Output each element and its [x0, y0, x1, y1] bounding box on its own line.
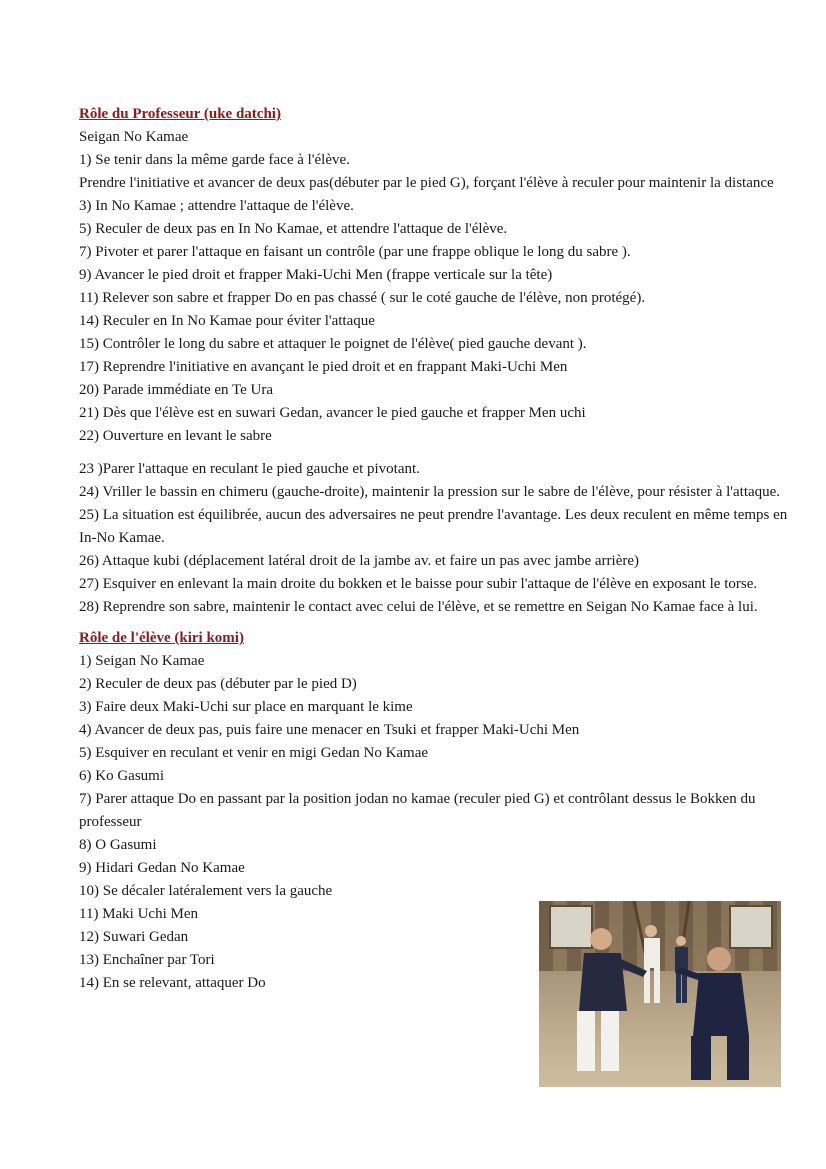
professor-line: Prendre l'initiative et avancer de deux pas(débuter par le pied G), forçant l'élève à reculer pour maintenir la distance — [79, 175, 774, 191]
professor-line: 7) Pivoter et parer l'attaque en faisant un contrôle (par une frappe oblique le long du sabre ). — [79, 244, 631, 260]
background-figure-1 — [644, 925, 660, 1003]
professor-line: 26) Attaque kubi (déplacement latéral droit de la jambe av. et faire un pas avec jambe arrière) — [79, 553, 640, 569]
professor-line: 20) Parade immédiate en Te Ura — [79, 382, 274, 398]
student-line: 10) Se décaler latéralement vers la gauche — [79, 883, 333, 899]
student-line: 9) Hidari Gedan No Kamae — [79, 860, 245, 876]
student-line: 12) Suwari Gedan — [79, 929, 189, 945]
professor-line: Seigan No Kamae — [79, 129, 189, 145]
professor-line: 23 )Parer l'attaque en reculant le pied gauche et pivotant. — [79, 461, 420, 477]
student-line: 14) En se relevant, attaquer Do — [79, 975, 266, 991]
professor-line: 21) Dès que l'élève est en suwari Gedan, avancer le pied gauche et frapper Men uchi — [79, 405, 586, 421]
student-heading: Rôle de l'élève (kiri komi) — [79, 630, 244, 646]
main-figure-left — [577, 928, 647, 1071]
student-line: 3) Faire deux Maki-Uchi sur place en marquant le kime — [79, 699, 413, 715]
student-line: 11) Maki Uchi Men — [79, 906, 199, 922]
professor-line: 17) Reprendre l'initiative en avançant le pied droit et en frappant Maki-Uchi Men — [79, 359, 568, 375]
student-line: 5) Esquiver en reculant et venir en migi Gedan No Kamae — [79, 745, 429, 761]
student-line: 6) Ko Gasumi — [79, 768, 164, 784]
professor-line: 28) Reprendre son sabre, maintenir le contact avec celui de l'élève, et se remettre en Seigan No Kamae face à lui. — [79, 599, 758, 615]
student-line: 8) O Gasumi — [79, 837, 157, 853]
student-line: 2) Reculer de deux pas (débuter par le pied D) — [79, 676, 357, 692]
student-line: 4) Avancer de deux pas, puis faire une menacer en Tsuki et frapper Maki-Uchi Men — [79, 722, 580, 738]
photo-figures — [539, 901, 781, 1087]
professor-line: 24) Vriller le bassin en chimeru (gauche-droite), maintenir la pression sur le sabre de l'élève, pour résister à l'attaque. — [79, 484, 781, 500]
professor-line: 25) La situation est équilibrée, aucun des adversaires ne peut prendre l'avantage. Les deux reculent en même temps en In-No Kamae. — [79, 507, 788, 546]
professor-line: 11) Relever son sabre et frapper Do en pas chassé ( sur le coté gauche de l'élève, non protégé). — [79, 290, 646, 306]
professor-line: 22) Ouverture en levant le sabre — [79, 428, 272, 444]
professor-line: 5) Reculer de deux pas en In No Kamae, et attendre l'attaque de l'élève. — [79, 221, 508, 237]
professor-heading: Rôle du Professeur (uke datchi) — [79, 106, 281, 122]
professor-line: 27) Esquiver en enlevant la main droite du bokken et le baisse pour subir l'attaque de l'élève en exposant le torse. — [79, 576, 758, 592]
student-line: 7) Parer attaque Do en passant par la position jodan no kamae (reculer pied G) et contrôlant dessus le Bokken du professeur — [79, 791, 756, 830]
document-body — [79, 103, 791, 995]
student-line: 13) Enchaîner par Tori — [79, 952, 215, 968]
professor-line: 15) Contrôler le long du sabre et attaquer le poignet de l'élève( pied gauche devant ). — [79, 336, 587, 352]
professor-line: 9) Avancer le pied droit et frapper Maki-Uchi Men (frappe verticale sur la tête) — [79, 267, 553, 283]
student-line: 1) Seigan No Kamae — [79, 653, 205, 669]
professor-line: 1) Se tenir dans la même garde face à l'élève. — [79, 152, 350, 168]
professor-line: 3) In No Kamae ; attendre l'attaque de l'élève. — [79, 198, 354, 214]
martial-arts-photo — [539, 901, 781, 1087]
professor-line: 14) Reculer en In No Kamae pour éviter l'attaque — [79, 313, 375, 329]
